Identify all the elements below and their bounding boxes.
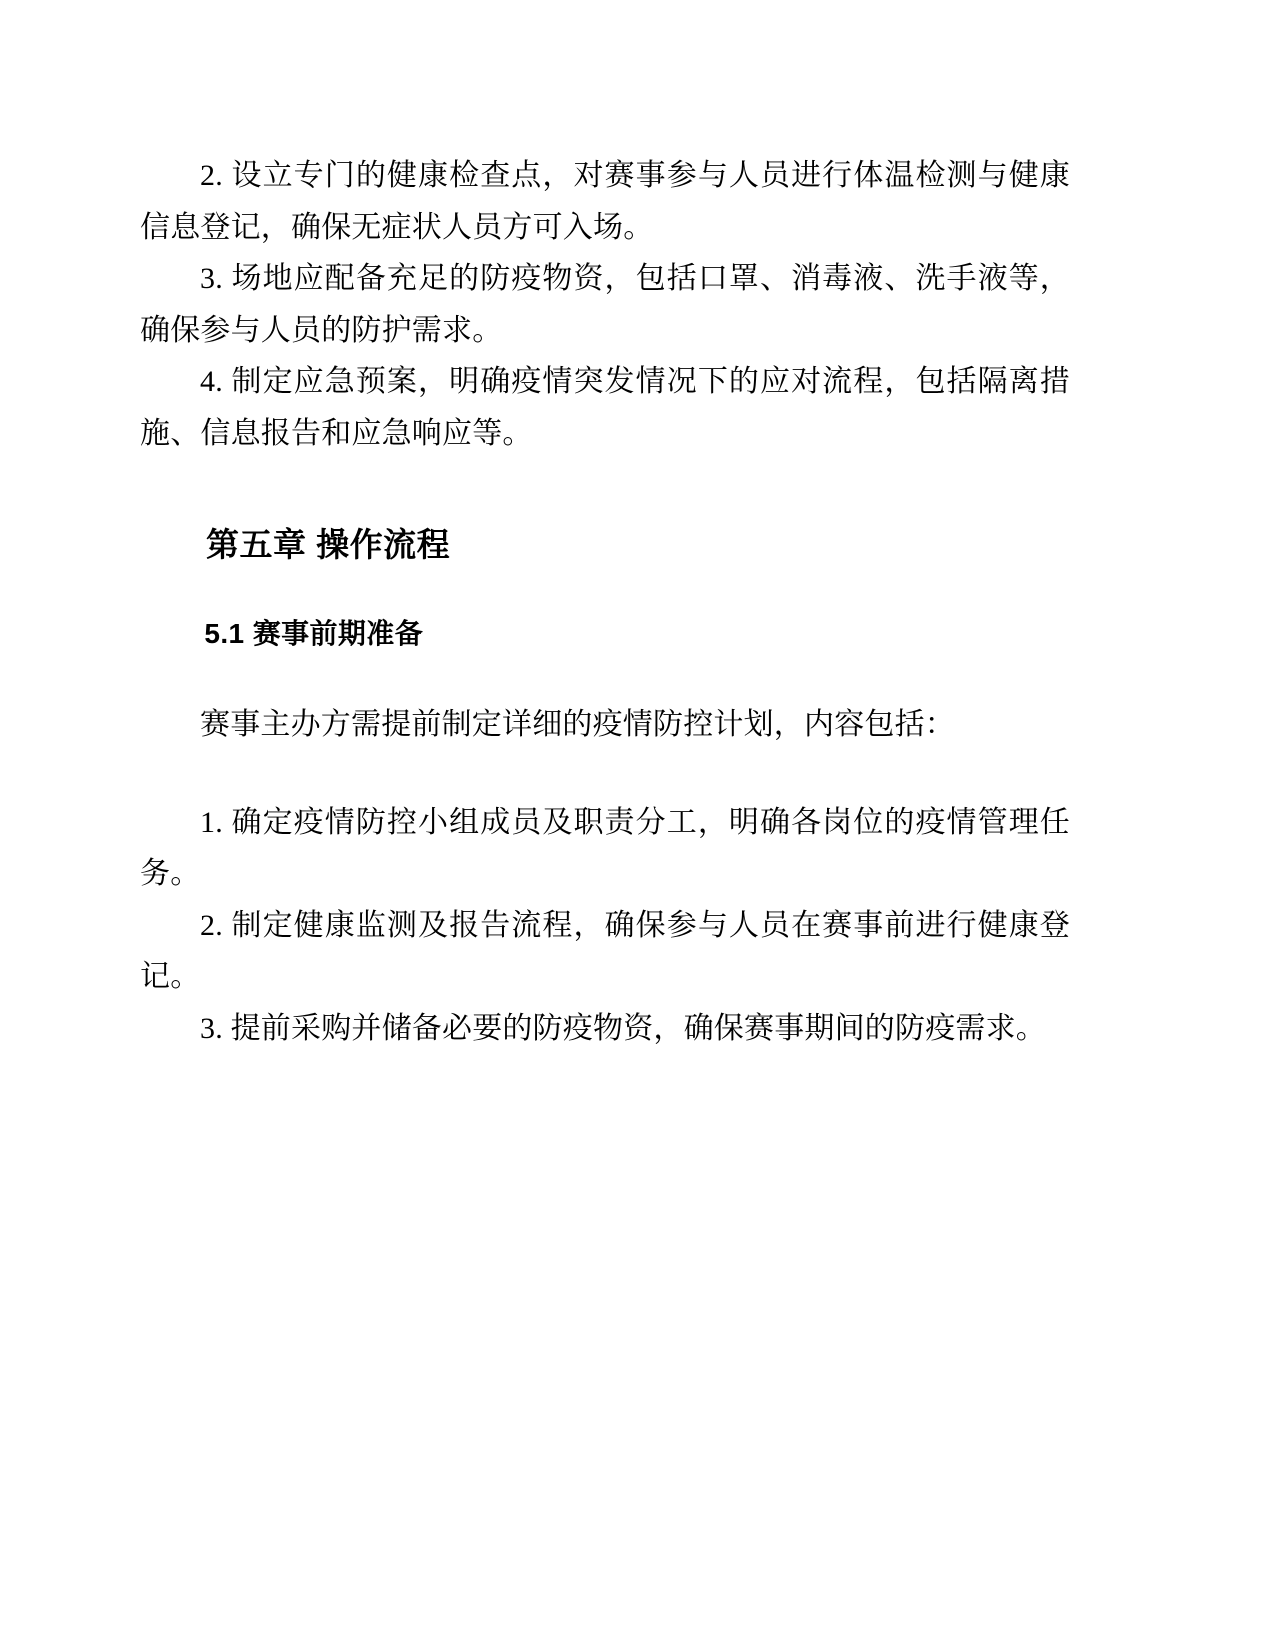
paragraph-list-top (140, 150, 1070, 460)
spacer-before-chapter (140, 460, 1070, 522)
spacer-before-list-bottom (140, 751, 1070, 797)
spacer-before-intro (140, 653, 1070, 699)
paragraph-list-bottom (140, 797, 1070, 1055)
paragraph-item-4: 4. 制定应急预案，明确疫情突发情况下的应对流程，包括隔离措施、信息报告和应急响应等。 (140, 365, 1070, 450)
spacer-before-section (140, 568, 1070, 614)
prep-item-3: 3. 提前采购并储备必要的防疫物资，确保赛事期间的防疫需求。 (200, 1011, 1046, 1045)
chapter-heading: 第五章 操作流程 (206, 525, 451, 563)
prep-item-1: 1. 确定疫情防控小组成员及职责分工，明确各岗位的疫情管理任务。 (140, 805, 1070, 891)
prep-item-2: 2. 制定健康监测及报告流程，确保参与人员在赛事前进行健康登记。 (140, 908, 1070, 994)
section-heading: 5.1 赛事前期准备 (204, 617, 424, 649)
paragraph-item-2: 2. 设立专门的健康检查点，对赛事参与人员进行体温检测与健康信息登记，确保无症状人员方可入场。 (140, 159, 1070, 244)
paragraph-item-3: 3. 场地应配备充足的防疫物资，包括口罩、消毒液、洗手液等，确保参与人员的防护需求。 (140, 262, 1070, 347)
intro-paragraph: 赛事主办方需提前制定详细的疫情防控计划，内容包括： (200, 707, 955, 741)
